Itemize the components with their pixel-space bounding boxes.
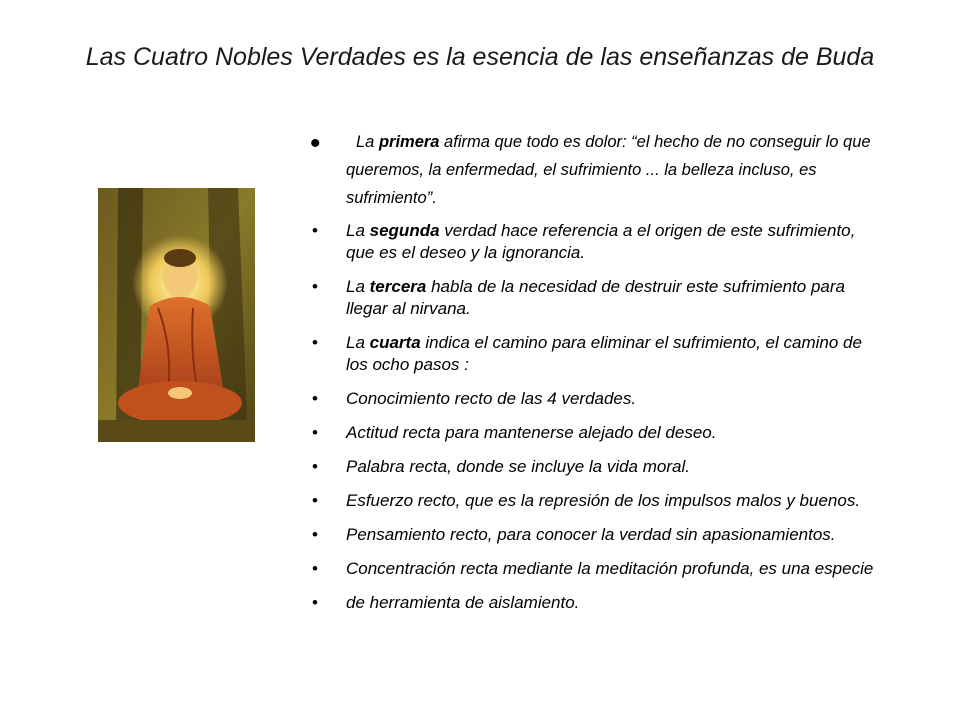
list-item xyxy=(308,592,878,614)
bullet: • xyxy=(312,457,318,476)
item-keyword: tercera xyxy=(369,277,427,296)
item-text: indica el camino para eliminar el sufrimiento, el camino de los ocho pasos : xyxy=(346,333,862,374)
item-text: Concentración recta mediante la meditación profunda, es una especie xyxy=(346,559,874,578)
bullet: • xyxy=(312,333,318,352)
bullet: • xyxy=(310,127,321,160)
bullet: • xyxy=(312,559,318,578)
item-text: habla de la necesidad de destruir este sufrimiento para llegar al nirvana. xyxy=(346,277,846,318)
list-item xyxy=(308,422,878,444)
list-item xyxy=(308,490,878,512)
item-text: Actitud recta para mantenerse alejado del deseo. xyxy=(346,423,717,442)
item-lead: La xyxy=(346,221,370,240)
item-keyword: segunda xyxy=(369,221,440,240)
list-item xyxy=(308,276,878,320)
item-text: afirma que todo es dolor: “el hecho de no conseguir lo que queremos, la enfermedad, el sufrimiento ... la belleza incluso, es sufrimiento”. xyxy=(346,133,871,207)
verdades-list xyxy=(308,128,878,626)
list-item xyxy=(308,456,878,478)
bullet: • xyxy=(312,221,318,240)
item-lead: La xyxy=(346,333,370,352)
item-text: Palabra recta, donde se incluye la vida moral. xyxy=(346,457,690,476)
item-keyword: primera xyxy=(378,133,440,151)
bullet: • xyxy=(312,423,318,442)
item-text: Esfuerzo recto, que es la represión de los impulsos malos y buenos. xyxy=(346,491,861,510)
buddha-meditating-image xyxy=(98,188,255,442)
item-lead: La xyxy=(356,133,379,151)
slide-title: Las Cuatro Nobles Verdades es la esencia de las enseñanzas de Buda xyxy=(85,43,875,71)
item-lead: La xyxy=(346,277,370,296)
list-item xyxy=(308,332,878,376)
list-item xyxy=(308,388,878,410)
list-item xyxy=(308,558,878,580)
list-item xyxy=(308,128,878,212)
list-item xyxy=(308,524,878,546)
item-text: Conocimiento recto de las 4 verdades. xyxy=(346,389,637,408)
item-text: Pensamiento recto, para conocer la verdad sin apasionamientos. xyxy=(346,525,836,544)
item-keyword: cuarta xyxy=(369,333,421,352)
bullet: • xyxy=(312,389,318,408)
bullet: • xyxy=(312,491,318,510)
bullet: • xyxy=(312,525,318,544)
bullet: • xyxy=(312,593,318,612)
list-item xyxy=(308,220,878,264)
bullet: • xyxy=(312,277,318,296)
item-text: verdad hace referencia a el origen de este sufrimiento, que es el deseo y la ignorancia. xyxy=(346,221,856,262)
item-text: de herramienta de aislamiento. xyxy=(346,593,580,612)
